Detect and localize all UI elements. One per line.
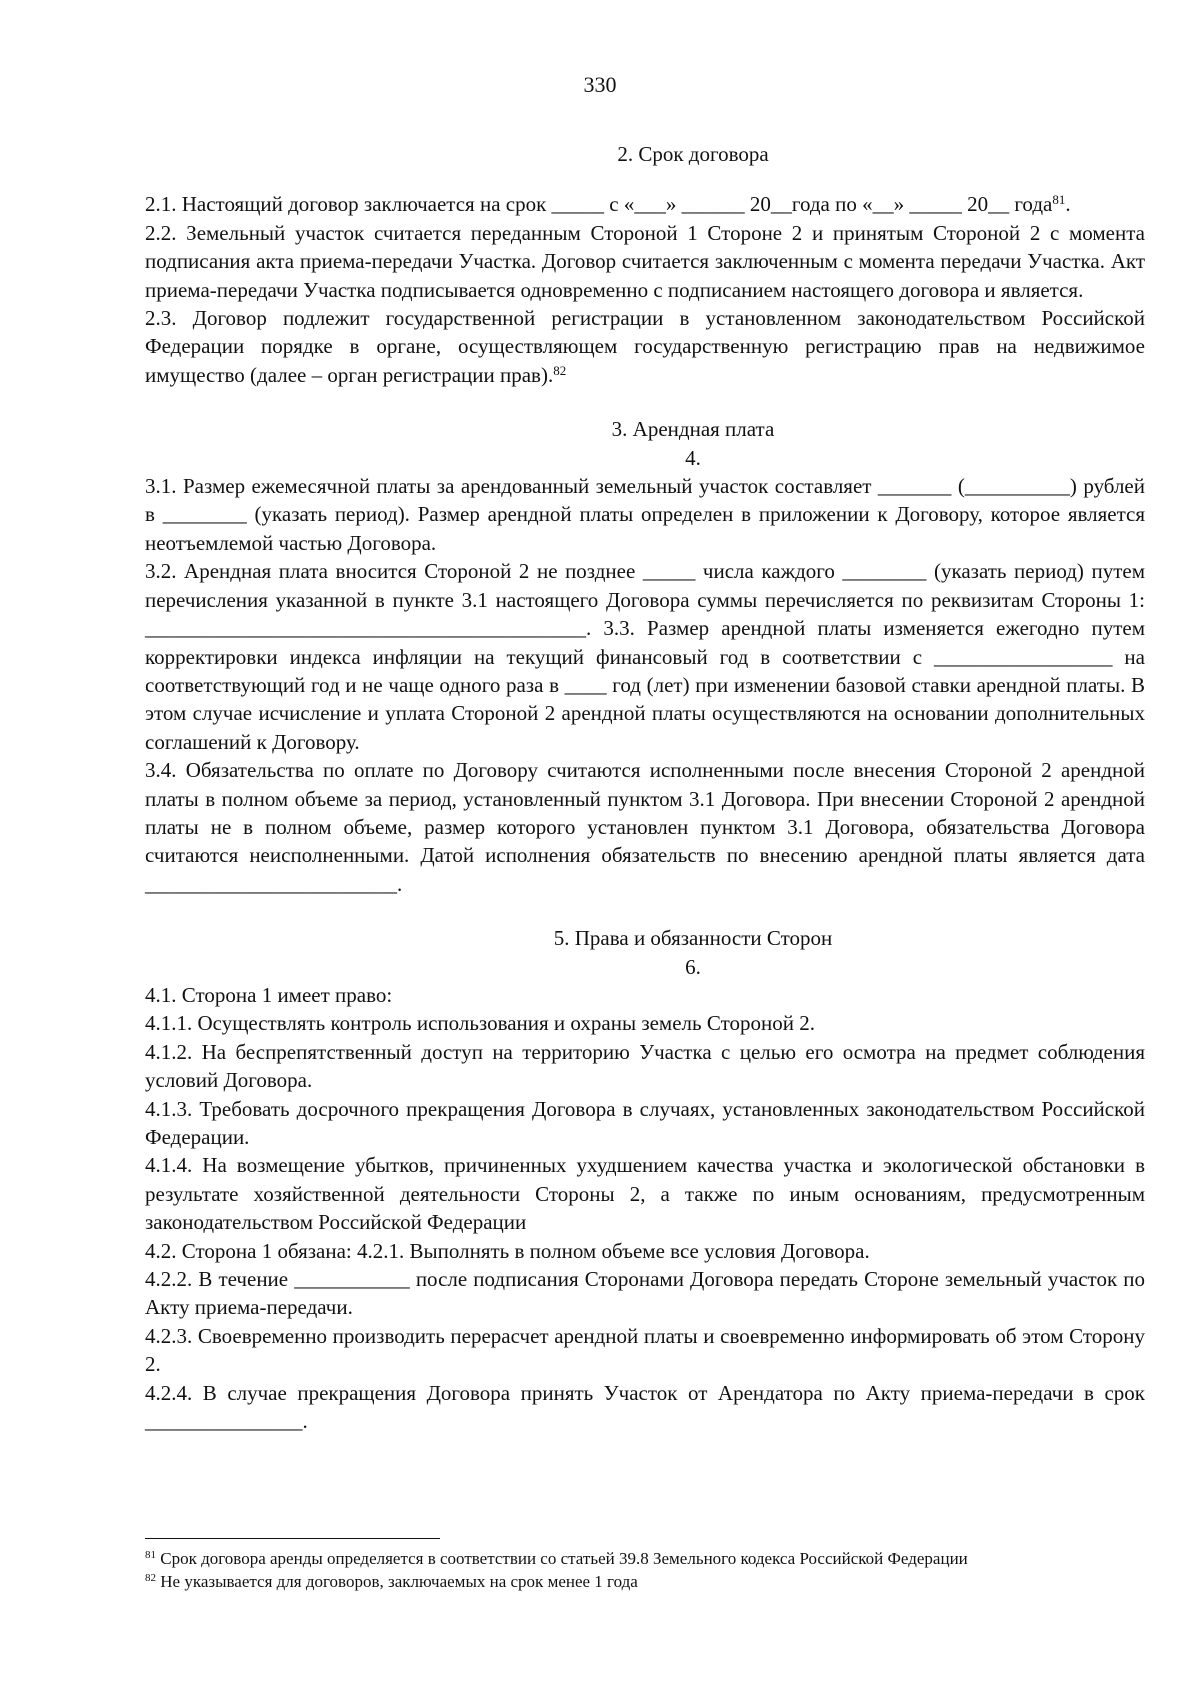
clause-4-2-4: 4.2.4. В случае прекращения Договора принять Участок от Арендатора по Акту приема-передачи в срок _______________. [145, 1380, 1145, 1434]
footnote-text: Не указывается для договоров, заключаемых на срок менее 1 года [156, 1572, 638, 1591]
footnote-text: Срок договора аренды определяется в соответствии со статьей 39.8 Земельного кодекса Российской Федерации [156, 1549, 968, 1568]
clause-2-2: 2.2. Земельный участок считается переданным Стороной 1 Стороне 2 и принятым Стороной 2 с момента подписания акта приема-передачи Участка. Договор считается заключенным с момента передачи Участка. Акт приема-передачи Участка подписывается одновременно с подписанием настоящего договора и является. [145, 220, 1145, 302]
section-5-heading: 5. Права и обязанности Сторон [553, 926, 833, 951]
footnote-separator [145, 1538, 440, 1539]
document-body [145, 140, 1145, 1435]
clause-4-1-2: 4.1.2. На беспрепятственный доступ на территорию Участка с целью его осмотра на предмет соблюдения условий Договора. [145, 1039, 1145, 1093]
clause-2-1 [145, 190, 1145, 218]
clause-4-1-1: 4.1.1. Осуществлять контроль использования и охраны земель Стороной 2. [145, 1011, 815, 1036]
footnotes [145, 1547, 1155, 1593]
footnote-82 [145, 1570, 1155, 1593]
clause-4-1-4: 4.1.4. На возмещение убытков, причиненных ухудшением качества участка и экологической обстановки в результате хозяйственной деятельности Стороны 2, а также по иным основаниям, предусмотренным законодательством Российской Федерации [145, 1153, 1145, 1235]
clause-4-1: 4.1. Сторона 1 имеет право: [145, 982, 393, 1007]
clause-4-2-3: 4.2.3. Своевременно производить перерасчет арендной платы и своевременно информировать об этом Сторону 2. [145, 1323, 1145, 1377]
footnote-ref-82[interactable]: 82 [553, 362, 567, 378]
footnote-mark: 81 [145, 1549, 156, 1561]
page-number: 330 [583, 72, 617, 97]
clause-4-1-3: 4.1.3. Требовать досрочного прекращения Договора в случаях, установленных законодательством Российской Федерации. [145, 1096, 1145, 1149]
clause-3-4: 3.4. Обязательства по оплате по Договору считаются исполненными после внесения Стороной 2 арендной платы в полном объеме за период, установленный пунктом 3.1 Договора. При внесении Стороной 2 арендной платы не в полном объеме, размер которого установлен пунктом 3.1 Договора, обязательства Договора считаются неисполненными. Датой исполнения обязательств по внесению арендной платы является дата ________________________. [145, 758, 1145, 896]
clause-4-2-2: 4.2.2. В течение ___________ после подписания Сторонами Договора передать Стороне земельный участок по Акту приема-передачи. [145, 1267, 1145, 1320]
clause-2-1-end: . [1065, 192, 1071, 217]
section-3-number: 4. [685, 445, 701, 470]
footnote-mark: 82 [145, 1572, 156, 1584]
footnote-ref-81[interactable]: 81 [1052, 192, 1066, 208]
clause-4-2: 4.2. Сторона 1 обязана: 4.2.1. Выполнять в полном объеме все условия Договора. [145, 1238, 870, 1263]
section-2-heading: 2. Срок договора [617, 142, 769, 166]
section-3-heading: 3. Арендная плата [611, 417, 775, 442]
clause-2-1-text: 2.1. Настоящий договор заключается на срок _____ с «___» ______ 20__года по «__» _____ 20__ года [145, 192, 1053, 217]
clause-2-3-text: 2.3. Договор подлежит государственной регистрации в установленном законодательством Российской Федерации порядке в органе, осуществляющем государственную регистрацию прав на недвижимое имущество (далее – орган регистрации прав). [145, 306, 1145, 387]
clause-2-3 [145, 304, 1145, 389]
footnote-81 [145, 1547, 1155, 1570]
clause-3-1: 3.1. Размер ежемесячной платы за арендованный земельный участок составляет _______ (__________) рублей в ________ (указать период). Размер арендной платы определен в приложении к Договору, которое является неотъемлемой частью Договора. [145, 474, 1145, 555]
section-5-number: 6. [685, 954, 701, 979]
clause-3-2: 3.2. Арендная плата вносится Стороной 2 не позднее _____ числа каждого ________ (указать период) путем перечисления указанной в пункте 3.1 настоящего Договора суммы перечисляется по реквизитам Стороны 1: __________________________________________. 3.3. Размер арендной платы изменяется ежегодно путем корректировки индекса инфляции на текущий финансовый год в соответствии с _________________ на соответствующий год и не чаще одного раза в ____ год (лет) при изменении базовой ставки арендной платы. В этом случае исчисление и уплата Стороной 2 арендной платы осуществляются на основании дополнительных соглашений к Договору. [145, 559, 1145, 754]
